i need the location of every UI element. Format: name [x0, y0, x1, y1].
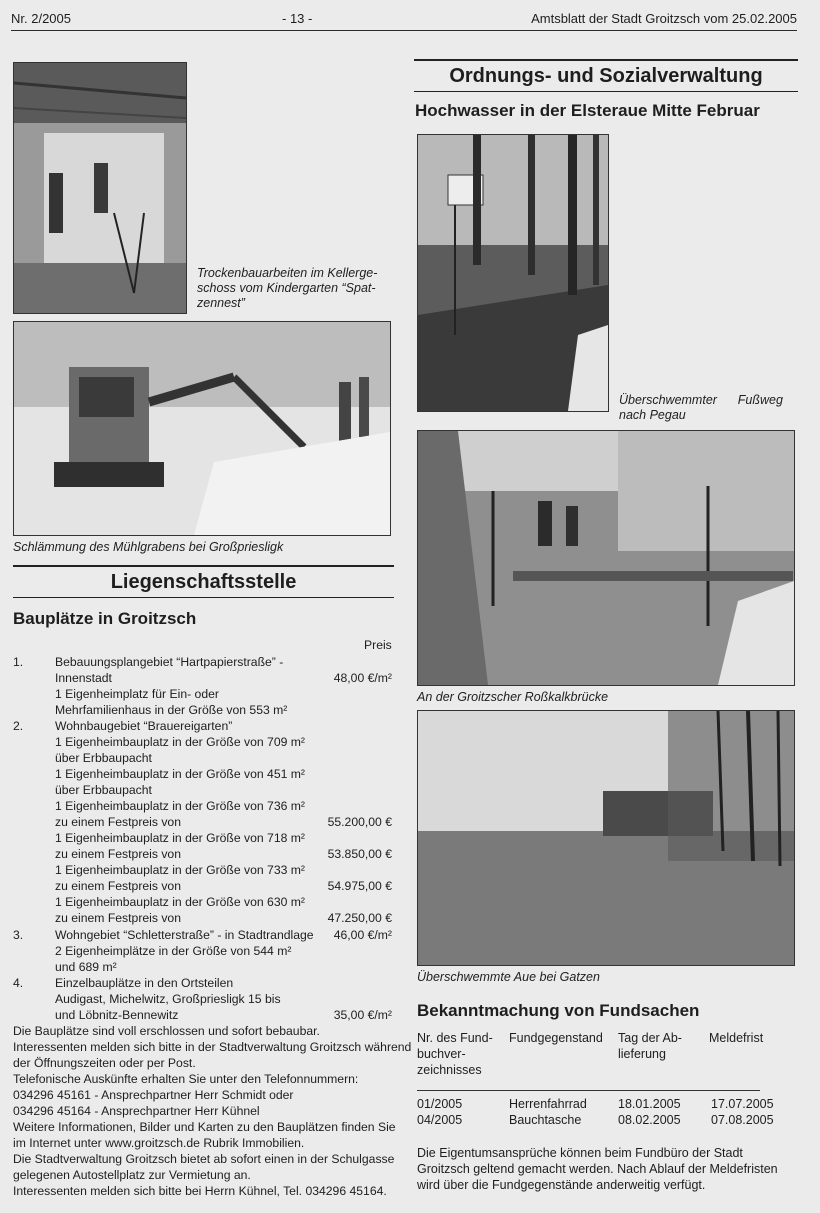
- item-2-line: 1 Eigenheimbauplatz in der Größe von 736 m²: [55, 799, 305, 813]
- item-3-line: und 689 m²: [55, 960, 117, 974]
- item-2-line: zu einem Festpreis von: [55, 879, 181, 893]
- table-row: 18.01.2005: [618, 1097, 681, 1111]
- caption-flooded-path: Überschwemmter Fußweg nach Pegau: [619, 393, 783, 422]
- photo-flooded-path: [417, 134, 609, 412]
- item-2-line: 1 Eigenheimbauplatz in der Größe von 733 m²: [55, 863, 305, 877]
- item-4-line: Audigast, Michelwitz, Großpriesligk 15 bis: [55, 992, 281, 1006]
- item-2-line: zu einem Festpreis von: [55, 911, 181, 925]
- item-2-price: 54.975,00 €: [327, 879, 392, 893]
- fund-text-line: wird über die Fundgegenstände anderweitig verfügt.: [417, 1178, 706, 1192]
- photo-drywall-work: [13, 62, 187, 314]
- item-3-number: 3.: [13, 928, 24, 942]
- section-ordnungsverwaltung: Ordnungs- und Sozialverwaltung: [414, 59, 798, 92]
- item-2-price: 53.850,00 €: [327, 847, 392, 861]
- info-line: 034296 45161 - Ansprechpartner Herr Schmidt oder: [13, 1088, 294, 1102]
- caption-drywall: Trockenbauarbeiten im Kellerge- schoss vom Kindergarten “Spat- zennest”: [197, 266, 378, 310]
- fund-table-rule: [417, 1090, 760, 1091]
- item-2-number: 2.: [13, 719, 24, 733]
- item-1-number: 1.: [13, 655, 24, 669]
- fund-column-header: Tag der Ab- lieferung: [618, 1031, 682, 1061]
- publication-title: Amtsblatt der Stadt Groitzsch vom 25.02.2005: [531, 11, 797, 26]
- item-2-line: Wohnbaugebiet “Brauereigarten”: [55, 719, 233, 733]
- caption-excavator: Schlämmung des Mühlgrabens bei Großpriesligk: [13, 540, 284, 554]
- item-4-line: und Löbnitz-Bennewitz: [55, 1008, 179, 1022]
- item-4-number: 4.: [13, 976, 24, 990]
- info-line: gelegenen Autostellplatz zur Vermietung an.: [13, 1168, 251, 1182]
- item-2-price: 55.200,00 €: [327, 815, 392, 829]
- caption-bridge: An der Groitzscher Roßkalkbrücke: [417, 690, 609, 704]
- table-row: 01/2005: [417, 1097, 463, 1111]
- info-line: Weitere Informationen, Bilder und Karten zu den Bauplätzen finden Sie: [13, 1120, 396, 1134]
- page-number: - 13 -: [282, 11, 313, 26]
- item-1-price: 48,00 €/m²: [333, 671, 392, 685]
- heading-bauplaetze: Bauplätze in Groitzsch: [13, 609, 197, 628]
- item-4-price: 35,00 €/m²: [333, 1008, 392, 1022]
- info-line: Die Bauplätze sind voll erschlossen und sofort bebaubar.: [13, 1024, 320, 1038]
- item-1-line: Innenstadt: [55, 671, 112, 685]
- fund-text-line: Die Eigentumsansprüche können beim Fundbüro der Stadt: [417, 1146, 743, 1160]
- fund-column-header: Fundgegenstand: [509, 1031, 603, 1045]
- table-row: 17.07.2005: [711, 1097, 774, 1111]
- item-3-line: Wohngebiet “Schletterstraße” - in Stadtrandlage: [55, 928, 314, 942]
- heading-hochwasser: Hochwasser in der Elsteraue Mitte Februar: [415, 101, 760, 120]
- info-line: Interessenten melden sich bitte in der Stadtverwaltung Groitzsch während: [13, 1040, 412, 1054]
- table-row: 07.08.2005: [711, 1113, 774, 1127]
- item-1-line: Bebauungsplangebiet “Hartpapierstraße” -: [55, 655, 284, 669]
- photo-bridge: [417, 430, 795, 686]
- item-1-line: 1 Eigenheimplatz für Ein- oder: [55, 687, 219, 701]
- photo-flooded-meadow: [417, 710, 795, 966]
- table-row: 04/2005: [417, 1113, 463, 1127]
- item-2-line: über Erbbaupacht: [55, 783, 152, 797]
- info-line: der Öffnungszeiten oder per Post.: [13, 1056, 196, 1070]
- item-2-line: 1 Eigenheimbauplatz in der Größe von 709 m²: [55, 735, 305, 749]
- fund-text-line: Groitzsch geltend gemacht werden. Nach Ablauf der Meldefristen: [417, 1162, 778, 1176]
- caption-meadow: Überschwemmte Aue bei Gatzen: [417, 970, 600, 984]
- table-row: Bauchtasche: [509, 1113, 582, 1127]
- header-rule: [11, 30, 797, 31]
- table-row: 08.02.2005: [618, 1113, 681, 1127]
- item-2-line: zu einem Festpreis von: [55, 815, 181, 829]
- info-line: Die Stadtverwaltung Groitzsch bietet ab sofort einen in der Schulgasse: [13, 1152, 395, 1166]
- item-3-price: 46,00 €/m²: [333, 928, 392, 942]
- info-line: Telefonische Auskünfte erhalten Sie unter den Telefonnummern:: [13, 1072, 359, 1086]
- fund-column-header: Meldefrist: [709, 1031, 764, 1045]
- item-2-line: 1 Eigenheimbauplatz in der Größe von 630 m²: [55, 895, 305, 909]
- section-liegenschaftsstelle: Liegenschaftsstelle: [13, 565, 394, 598]
- item-4-line: Einzelbauplätze in den Ortsteilen: [55, 976, 234, 990]
- info-line: im Internet unter www.groitzsch.de Rubrik Immobilien.: [13, 1136, 305, 1150]
- price-header: Preis: [364, 638, 392, 652]
- item-2-line: 1 Eigenheimbauplatz in der Größe von 718 m²: [55, 831, 305, 845]
- heading-fundsachen: Bekanntmachung von Fundsachen: [417, 1001, 700, 1020]
- table-row: Herrenfahrrad: [509, 1097, 587, 1111]
- photo-excavator: [13, 321, 391, 536]
- issue-number: Nr. 2/2005: [11, 11, 71, 26]
- fund-column-header: Nr. des Fund- buchver- zeichnisses: [417, 1031, 493, 1077]
- info-line: Interessenten melden sich bitte bei Herrn Kühnel, Tel. 034296 45164.: [13, 1184, 387, 1198]
- info-line: 034296 45164 - Ansprechpartner Herr Kühnel: [13, 1104, 260, 1118]
- item-2-line: über Erbbaupacht: [55, 751, 152, 765]
- item-3-line: 2 Eigenheimplätze in der Größe von 544 m²: [55, 944, 292, 958]
- item-2-line: 1 Eigenheimbauplatz in der Größe von 451 m²: [55, 767, 305, 781]
- item-2-price: 47.250,00 €: [327, 911, 392, 925]
- item-1-line: Mehrfamilienhaus in der Größe von 553 m²: [55, 703, 288, 717]
- item-2-line: zu einem Festpreis von: [55, 847, 181, 861]
